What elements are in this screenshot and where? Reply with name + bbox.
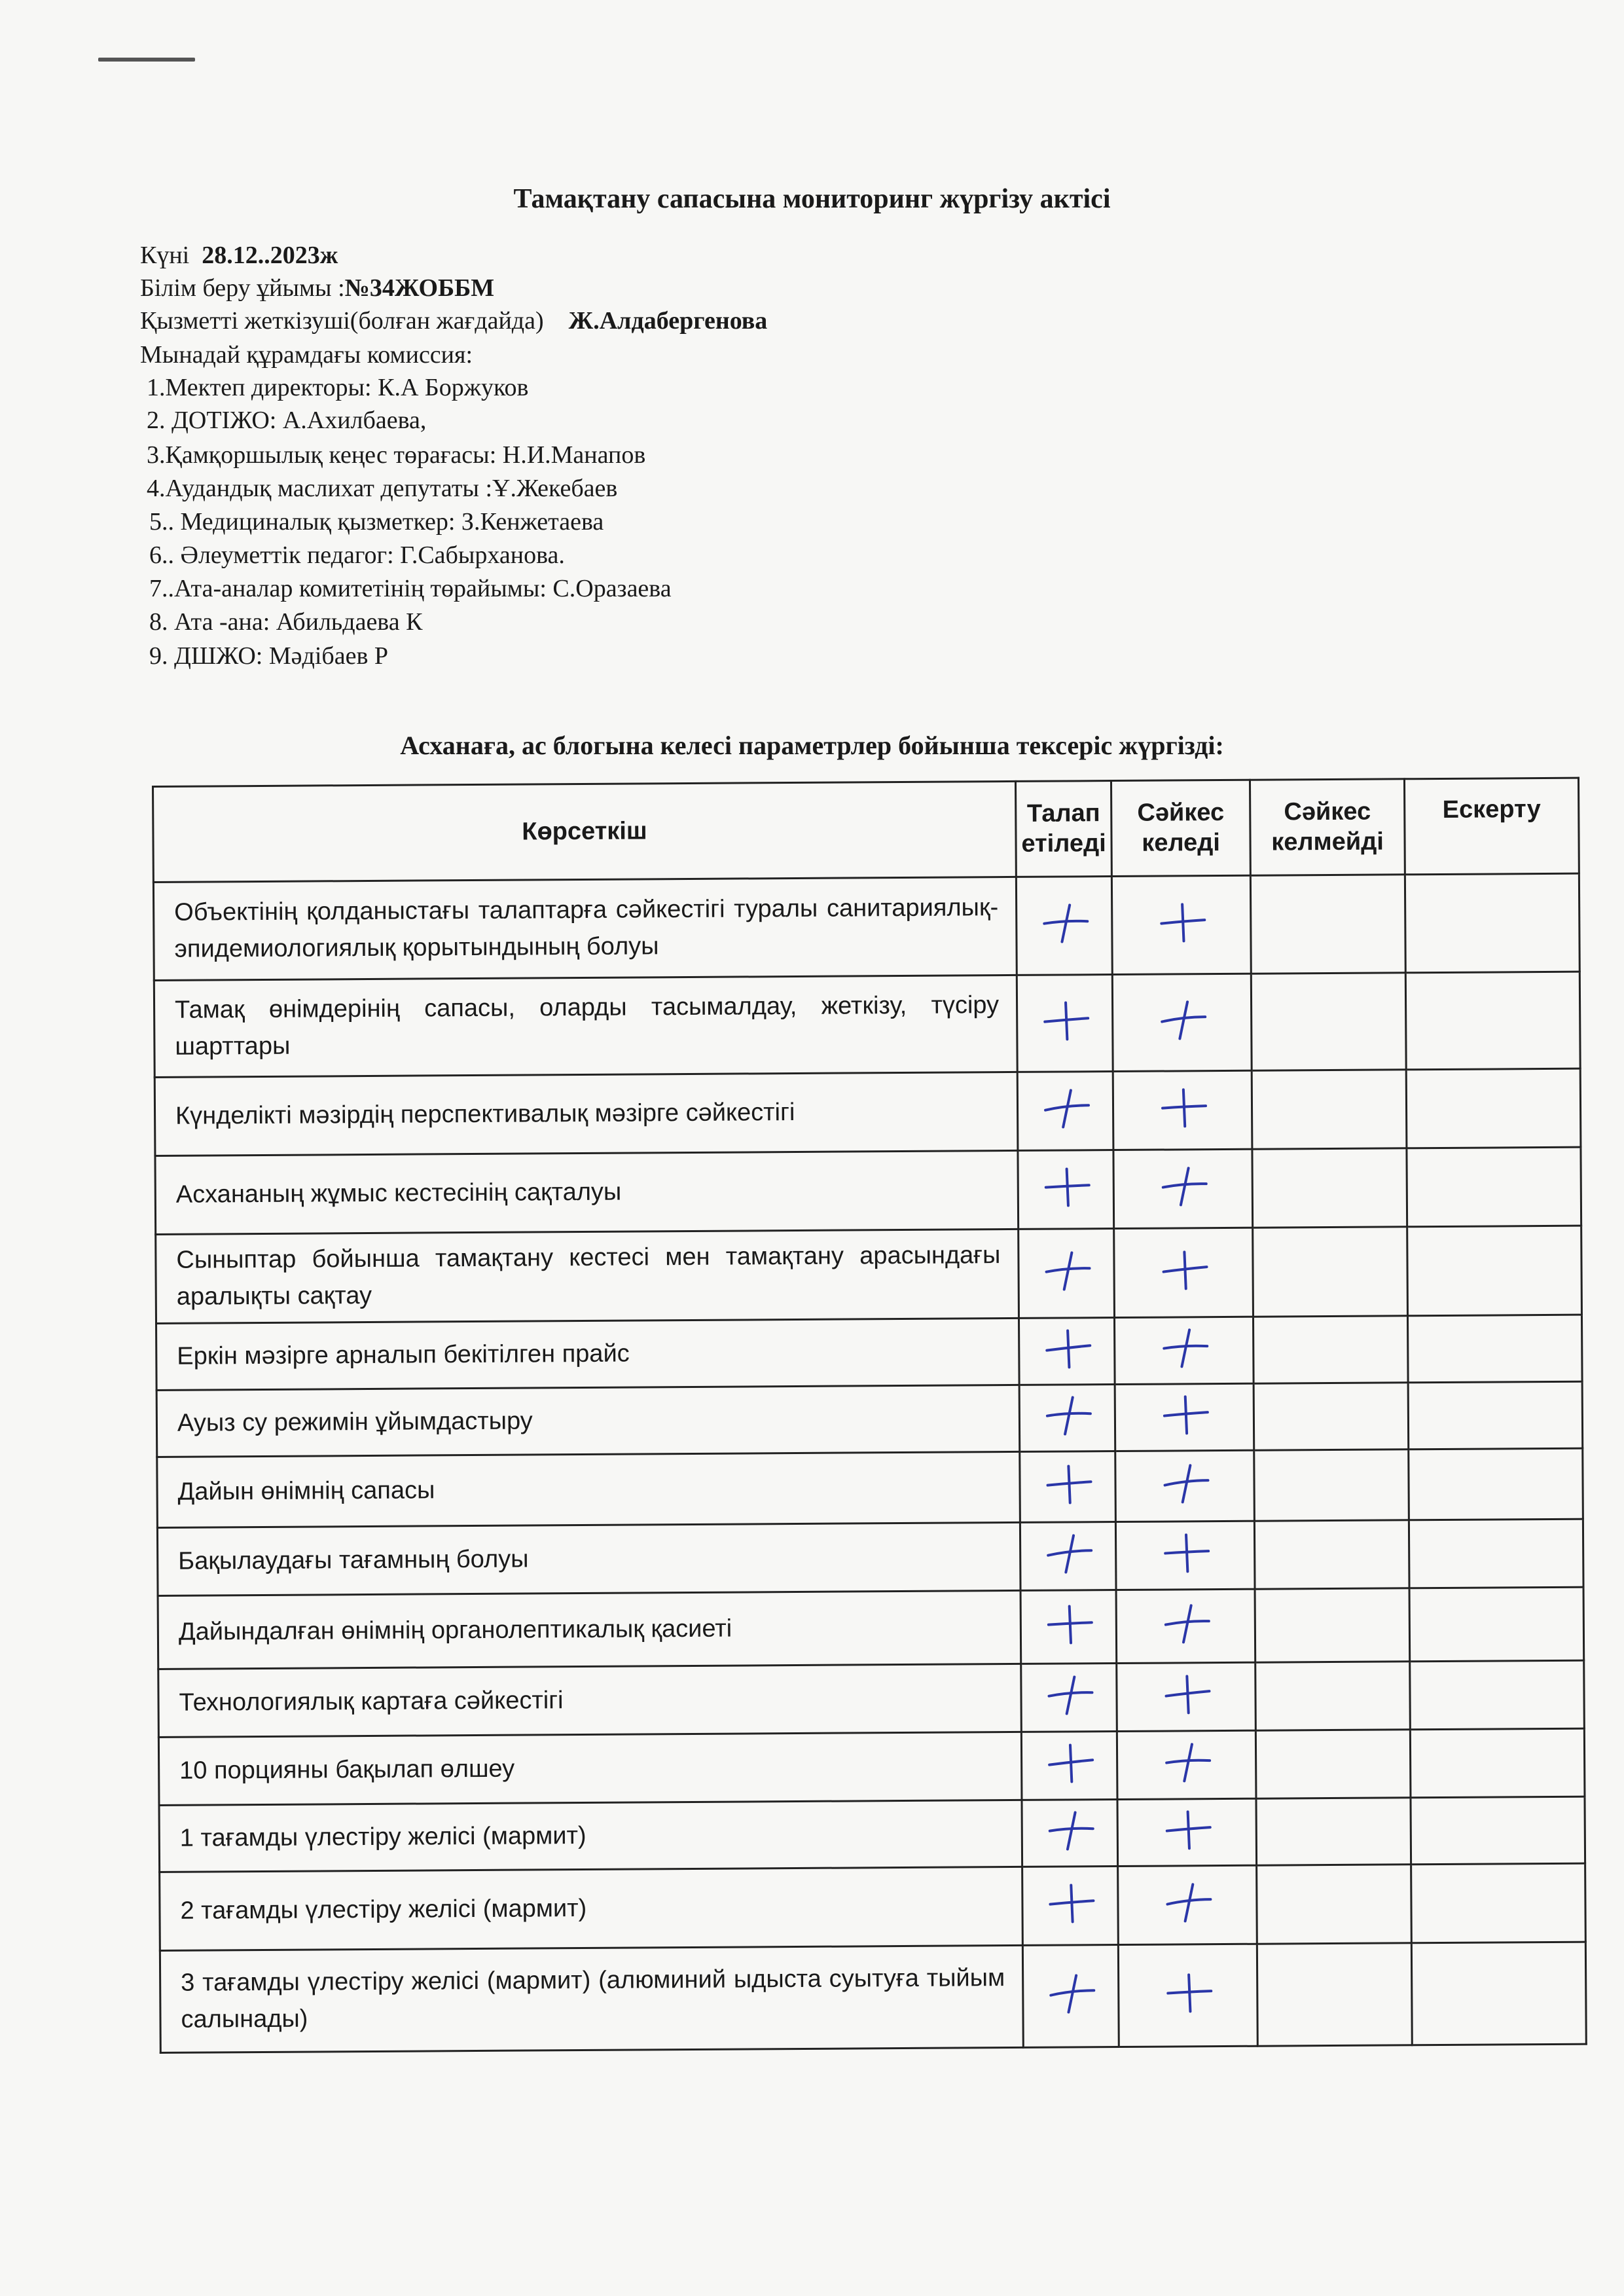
commission-member: 8. Ата -ана: Абильдаева К: [149, 608, 423, 636]
noncompliant-cell: [1257, 1865, 1412, 1944]
noncompliant-cell: [1257, 1943, 1412, 2046]
compliant-cell: [1116, 1589, 1255, 1663]
indicator-cell: 1 тағамды үлестіру желісі (мармит): [159, 1800, 1022, 1872]
handwritten-plus-icon: [1155, 1163, 1211, 1209]
note-cell: [1411, 1863, 1586, 1943]
compliant-cell: [1117, 1730, 1256, 1799]
noncompliant-cell: [1255, 1730, 1411, 1798]
compliant-cell: [1113, 1070, 1252, 1150]
organization-label: Білім беру ұйымы :: [140, 274, 345, 302]
provider-line: [140, 306, 767, 335]
required-cell: [1021, 1732, 1117, 1800]
handwritten-plus-icon: [1043, 1970, 1099, 2016]
handwritten-plus-icon: [1157, 1600, 1214, 1647]
required-cell: [1019, 1318, 1115, 1385]
handwritten-plus-icon: [1041, 1671, 1097, 1718]
noncompliant-cell: [1255, 1662, 1411, 1730]
indicator-cell: Объектінің қолданыстағы талаптарға сәйкестігі туралы санитариялық-эпидемиологиялық қорытындының болуы: [153, 877, 1017, 980]
required-cell: [1017, 975, 1113, 1072]
compliant-cell: [1113, 1149, 1253, 1228]
handwritten-plus-icon: [1040, 1601, 1096, 1647]
required-cell: [1022, 1945, 1119, 2048]
noncompliant-cell: [1253, 1227, 1408, 1317]
compliant-cell: [1117, 1662, 1256, 1731]
note-cell: [1405, 873, 1579, 973]
note-cell: [1411, 1796, 1585, 1865]
compliant-cell: [1115, 1383, 1254, 1451]
noncompliant-cell: [1256, 1798, 1411, 1865]
table-row: [153, 873, 1579, 980]
handwritten-plus-icon: [1154, 1084, 1210, 1131]
compliant-cell: [1114, 1228, 1254, 1317]
noncompliant-cell: [1252, 1148, 1407, 1228]
note-cell: [1408, 1381, 1583, 1449]
handwritten-plus-icon: [1039, 1530, 1096, 1576]
handwritten-plus-icon: [1038, 1247, 1094, 1294]
note-cell: [1411, 1942, 1586, 2045]
indicator-cell: Дайындалған өнімнің органолептикалық қасиеті: [158, 1590, 1021, 1669]
provider-value: Ж.Алдабергенова: [568, 307, 768, 335]
header-indicator: Көрсеткіш: [153, 781, 1017, 882]
header-required: Талап етіледі: [1015, 781, 1111, 877]
required-cell: [1019, 1385, 1115, 1452]
header-noncompliant: Сәйкес келмейді: [1250, 779, 1405, 875]
noncompliant-cell: [1252, 1070, 1407, 1149]
required-cell: [1022, 1800, 1118, 1867]
required-cell: [1020, 1451, 1116, 1523]
compliant-cell: [1112, 974, 1252, 1071]
noncompliant-cell: [1250, 875, 1405, 974]
table-row: [156, 1381, 1583, 1457]
table-row: [160, 1942, 1586, 2052]
table-row: [154, 1068, 1581, 1156]
indicator-cell: Бақылаудағы тағамның болуы: [157, 1522, 1020, 1595]
note-cell: [1409, 1519, 1583, 1588]
handwritten-plus-icon: [1039, 1392, 1095, 1438]
compliant-cell: [1115, 1450, 1255, 1522]
table-row: [158, 1587, 1584, 1669]
date-value: 28.12..2023ж: [202, 242, 338, 269]
commission-member: 5.. Медициналық қызметкер: З.Кенжетаева: [149, 508, 604, 536]
indicator-cell: Технологиялық картаға сәйкестігі: [158, 1664, 1022, 1737]
handwritten-plus-icon: [1159, 1879, 1216, 1925]
note-cell: [1409, 1448, 1583, 1520]
commission-member: 1.Мектеп директоры: К.А Боржуков: [147, 374, 529, 401]
table-body: [153, 873, 1586, 2052]
commission-member: 3.Қамқоршылық кеңес төрағасы: Н.И.Манапов: [147, 441, 646, 469]
noncompliant-cell: [1254, 1383, 1409, 1450]
compliant-cell: [1115, 1521, 1255, 1590]
required-cell: [1016, 877, 1112, 975]
table-row: [157, 1519, 1583, 1595]
handwritten-plus-icon: [1041, 1740, 1097, 1786]
handwritten-plus-icon: [1156, 1324, 1212, 1371]
commission-member: 9. ДШЖО: Мәдібаев Р: [149, 642, 389, 670]
indicator-cell: Асхананың жұмыс кестесінің сақталуы: [155, 1150, 1019, 1234]
table-row: [157, 1448, 1583, 1527]
handwritten-plus-icon: [1159, 1806, 1215, 1853]
handwritten-plus-icon: [1039, 1325, 1095, 1372]
note-cell: [1409, 1587, 1584, 1662]
table-row: [156, 1315, 1583, 1390]
table-row: [159, 1796, 1585, 1872]
document-title: Тамақтану сапасына мониторинг жүргізу актісі: [513, 184, 1111, 214]
handwritten-plus-icon: [1153, 996, 1210, 1043]
handwritten-plus-icon: [1153, 899, 1210, 945]
noncompliant-cell: [1254, 1520, 1409, 1589]
note-cell: [1410, 1660, 1585, 1730]
commission-member: 2. ДОТІЖО: А.Ахилбаева,: [147, 407, 427, 434]
handwritten-plus-icon: [1039, 1461, 1096, 1507]
handwritten-plus-icon: [1160, 1969, 1216, 2016]
compliant-cell: [1118, 1865, 1257, 1944]
table-heading: Асханаға, ас блогына келесі параметрлер бойынша тексеріс жүргізді:: [400, 731, 1224, 760]
note-cell: [1407, 1147, 1581, 1227]
required-cell: [1019, 1229, 1115, 1319]
required-cell: [1017, 1072, 1113, 1151]
handwritten-plus-icon: [1158, 1739, 1214, 1785]
indicator-cell: 3 тағамды үлестіру желісі (мармит) (алюминий ыдыста суытуға тыйым салынады): [160, 1945, 1023, 2052]
commission-member: 4.Аудандық маслихат депутаты :Ұ.Жекебаев: [147, 475, 618, 502]
table-row: [156, 1226, 1582, 1323]
handwritten-plus-icon: [1155, 1247, 1212, 1293]
organization-value: №34ЖОББМ: [344, 274, 495, 302]
compliant-cell: [1117, 1798, 1257, 1866]
commission-member: 7..Ата-аналар комитетінің төрайымы: С.Оразаева: [149, 575, 672, 602]
note-cell: [1410, 1728, 1585, 1798]
date-line: [140, 241, 338, 270]
required-cell: [1021, 1664, 1117, 1732]
provider-label: Қызметті жеткізуші(болған жағдайда): [140, 307, 544, 335]
compliant-cell: [1118, 1944, 1257, 2047]
indicator-cell: 10 порцияны бақылап өлшеу: [158, 1732, 1022, 1805]
table-header-row: [153, 778, 1579, 882]
compliant-cell: [1111, 875, 1251, 974]
handwritten-plus-icon: [1037, 1085, 1093, 1131]
date-label: Күні: [140, 242, 190, 269]
table-row: [154, 972, 1580, 1077]
header-note: Ескерту: [1404, 778, 1579, 875]
handwritten-plus-icon: [1157, 1529, 1213, 1576]
inspection-table: [152, 777, 1587, 2054]
noncompliant-cell: [1253, 1316, 1408, 1383]
handwritten-plus-icon: [1036, 997, 1092, 1044]
scan-artifact-mark: [98, 58, 195, 62]
organization-line: [140, 274, 494, 302]
handwritten-plus-icon: [1036, 900, 1092, 946]
indicator-cell: Еркін мәзірге арналып бекітілген прайс: [156, 1318, 1020, 1390]
required-cell: [1018, 1150, 1114, 1230]
table-row: [158, 1660, 1585, 1737]
indicator-cell: Сыныптар бойынша тамақтану кестесі мен тамақтану арасындағы аралықты сақтау: [156, 1229, 1019, 1323]
indicator-cell: 2 тағамды үлестіру желісі (мармит): [160, 1867, 1023, 1950]
indicator-cell: Тамақ өнімдерінің сапасы, оларды тасымалдау, жеткізу, түсіру шарттары: [154, 975, 1017, 1077]
handwritten-plus-icon: [1042, 1880, 1098, 1926]
indicator-cell: Ауыз су режимін ұйымдастыру: [156, 1385, 1020, 1457]
table-row: [155, 1147, 1581, 1234]
commission-label: Мынадай құрамдағы комиссия:: [140, 341, 473, 369]
indicator-cell: Дайын өнімнің сапасы: [157, 1451, 1020, 1527]
indicator-cell: Күнделікті мәзірдің перспективалық мәзірге сәйкестігі: [154, 1072, 1018, 1156]
compliant-cell: [1114, 1317, 1254, 1384]
handwritten-plus-icon: [1156, 1391, 1212, 1438]
note-cell: [1407, 1315, 1582, 1383]
commission-member: 6.. Әлеуметтік педагог: Г.Сабырханова.: [149, 541, 565, 569]
table-row: [158, 1728, 1585, 1805]
noncompliant-cell: [1254, 1449, 1409, 1521]
table-row: [160, 1863, 1586, 1950]
noncompliant-cell: [1255, 1588, 1410, 1662]
required-cell: [1020, 1590, 1117, 1664]
noncompliant-cell: [1251, 973, 1406, 1070]
header-compliant: Сәйкес келеді: [1111, 780, 1250, 876]
required-cell: [1020, 1522, 1116, 1591]
handwritten-plus-icon: [1038, 1163, 1094, 1210]
handwritten-plus-icon: [1158, 1671, 1214, 1717]
note-cell: [1407, 1226, 1582, 1316]
handwritten-plus-icon: [1041, 1807, 1098, 1853]
handwritten-plus-icon: [1157, 1460, 1213, 1506]
note-cell: [1406, 1068, 1581, 1148]
required-cell: [1022, 1867, 1119, 1946]
note-cell: [1405, 972, 1580, 1070]
